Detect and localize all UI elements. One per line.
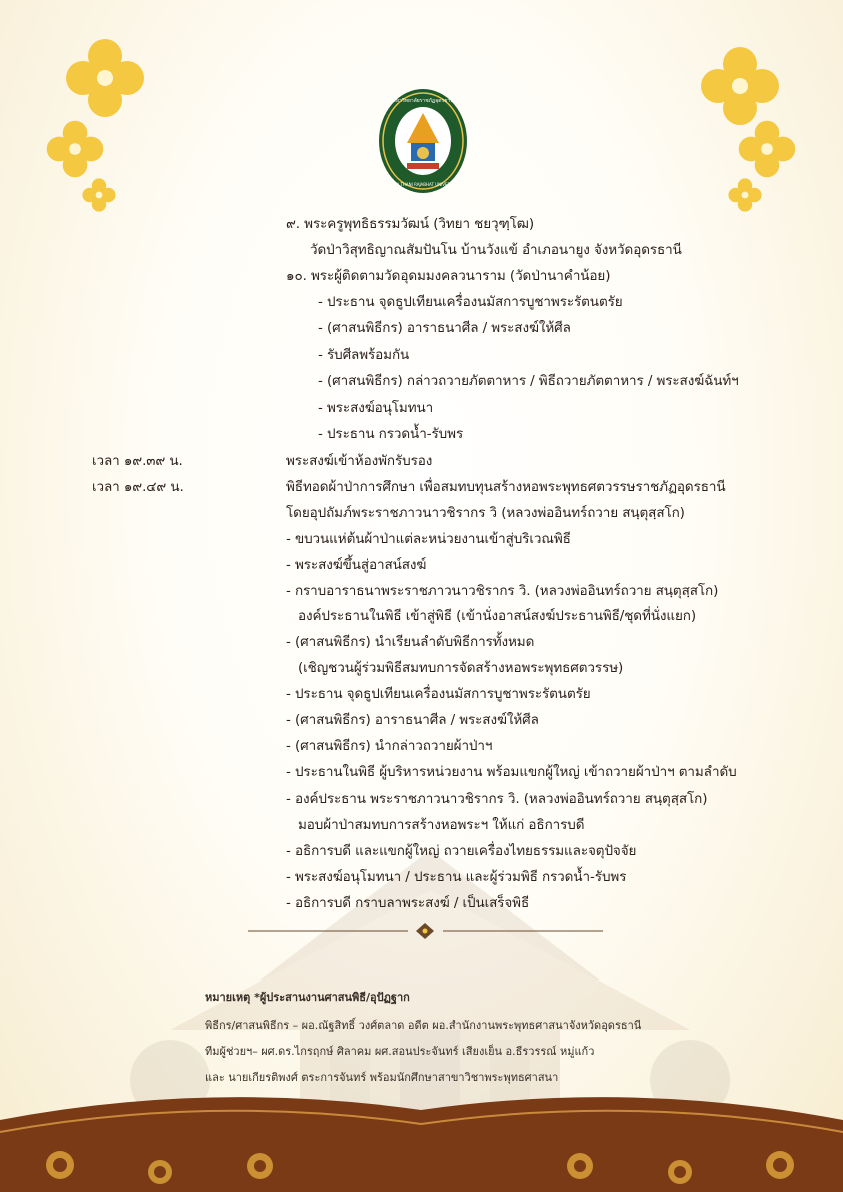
schedule-line: พระสงฆ์เข้าห้องพักรับรอง [286, 453, 433, 469]
schedule-line: (เชิญชวนผู้ร่วมพิธีสมทบการจัดสร้างหอพระพุทธศตวรรษ) [298, 660, 624, 676]
logo-bottom-text: UDON THANI RAJABHAT UNIVERSITY [387, 182, 459, 187]
gold-flower-icon [65, 38, 145, 118]
schedule-line: - รับศีลพร้อมกัน [318, 347, 410, 363]
schedule-line: ๙. พระครูพุทธิธรรมวัฒน์ (วิทยา ชยวุฑฺโฒ) [286, 216, 535, 232]
schedule-line: โดยอุปถัมภ์พระราชภาวนาวชิรากร วิ (หลวงพ่ออินทร์ถวาย สนฺตุสฺสโก) [286, 505, 685, 521]
schedule-line: - (ศาสนพิธีกร) นำเรียนลำดับพิธีการทั้งหมด [286, 634, 535, 650]
schedule-line: ๑๐. พระผู้ติดตามวัดอุดมมงคลวนาราม (วัดป่านาคำน้อย) [286, 268, 611, 284]
note-line: ทีมผู้ช่วยฯ– ผศ.ดร.ไกรฤกษ์ ศิลาคม ผศ.สอนประจันทร์ เสียงเย็น อ.ธีรวรรณ์ หมู่แก้ว [205, 1045, 595, 1058]
schedule-line: - ประธานในพิธี ผู้บริหารหน่วยงาน พร้อมแขกผู้ใหญ่ เข้าถวายผ้าป่าฯ ตามลำดับ [286, 764, 737, 780]
schedule-line: - (ศาสนพิธีกร) อาราธนาศีล / พระสงฆ์ให้ศีล [286, 712, 539, 728]
schedule-line: - (ศาสนพิธีกร) อาราธนาศีล / พระสงฆ์ให้ศีล [318, 320, 571, 336]
schedule-line: องค์ประธานในพิธี เข้าสู่พิธี (เข้านั่งอาสน์สงฆ์ประธานพิธี/ชุดที่นั่งแยก) [298, 608, 697, 624]
gold-flower-icon [728, 178, 762, 212]
schedule-line: - ประธาน จุดธูปเทียนเครื่องนมัสการบูชาพระรัตนตรัย [318, 294, 623, 310]
university-logo-icon [377, 87, 469, 195]
time-label: เวลา ๑๙.๓๙ น. [92, 453, 183, 469]
schedule-line: - พระสงฆ์ขึ้นสู่อาสน์สงฆ์ [286, 557, 427, 573]
logo-top-text: มหาวิทยาลัยราชภัฏอุดรธานี [392, 98, 454, 104]
schedule-line: มอบผ้าป่าสมทบการสร้างหอพระฯ ให้แก่ อธิการบดี [298, 817, 585, 833]
schedule-line: พิธีทอดผ้าป่าการศึกษา เพื่อสมทบทุนสร้างหอพระพุทธศตวรรษราชภัฏอุดรธานี [286, 479, 726, 495]
gold-flower-icon [82, 178, 116, 212]
bottom-decorative-band [0, 1080, 843, 1192]
schedule-line: - ขบวนแห่ต้นผ้าป่าแต่ละหน่วยงานเข้าสู่บริเวณพิธี [286, 531, 571, 547]
schedule-line: - ประธาน จุดธูปเทียนเครื่องนมัสการบูชาพระรัตนตรัย [286, 686, 591, 702]
schedule-line: - (ศาสนพิธีกร) นำกล่าวถวายผ้าป่าฯ [286, 738, 493, 754]
schedule-line: - พระสงฆ์อนุโมทนา [318, 400, 434, 416]
gold-flower-icon [46, 120, 104, 178]
schedule-line: - อธิการบดี และแขกผู้ใหญ่ ถวายเครื่องไทยธรรมและจตุปัจจัย [286, 843, 637, 859]
ornament-divider [248, 923, 603, 939]
gold-flower-icon [738, 120, 796, 178]
schedule-line: - องค์ประธาน พระราชภาวนาวชิรากร วิ. (หลวงพ่ออินทร์ถวาย สนฺตุสฺสโก) [286, 791, 708, 807]
time-label: เวลา ๑๙.๔๙ น. [92, 479, 184, 495]
note-heading: หมายเหตุ *ผู้ประสานงานศาสนพิธี/อุปัฏฐาก [205, 991, 410, 1004]
gold-flower-icon [700, 46, 780, 126]
schedule-line: วัดป่าวิสุทธิญาณสัมปันโน บ้านวังแข้ อำเภอนายูง จังหวัดอุดรธานี [310, 242, 682, 258]
schedule-line: - กราบอาราธนาพระราชภาวนาวชิรากร วิ. (หลวงพ่ออินทร์ถวาย สนฺตุสฺสโก) [286, 583, 719, 599]
note-line: พิธีกร/ศาสนพิธีกร – ผอ.ณัฐสิทธิ์ วงศ์ตลาด อดีต ผอ.สำนักงานพระพุทธศาสนาจังหวัดอุดรธานี [205, 1019, 642, 1032]
schedule-line: - พระสงฆ์อนุโมทนา / ประธาน และผู้ร่วมพิธี กรวดน้ำ-รับพร [286, 869, 627, 885]
schedule-line: - (ศาสนพิธีกร) กล่าวถวายภัตตาหาร / พิธีถวายภัตตาหาร / พระสงฆ์ฉันท์ฯ [318, 373, 739, 389]
note-line: และ นายเกียรติพงศ์ ตระการจันทร์ พร้อมนักศึกษาสาขาวิชาพระพุทธศาสนา [205, 1071, 559, 1084]
schedule-line: - อธิการบดี กราบลาพระสงฆ์ / เป็นเสร็จพิธี [286, 895, 530, 911]
schedule-line: - ประธาน กรวดน้ำ-รับพร [318, 426, 464, 442]
